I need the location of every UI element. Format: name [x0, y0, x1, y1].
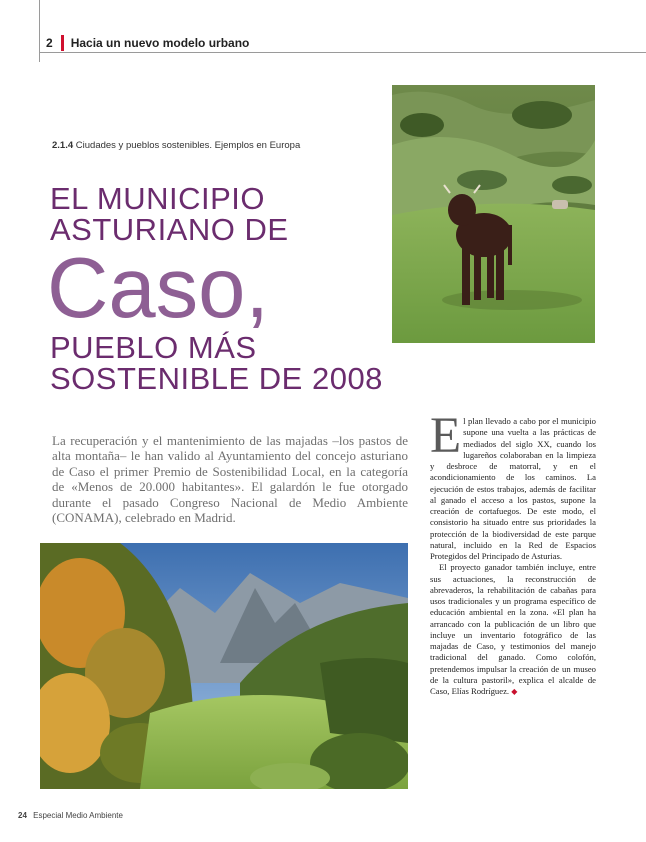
red-diamond-icon: ◆: [511, 687, 518, 696]
chapter-title: Hacia un nuevo modelo urbano: [70, 36, 250, 50]
drop-cap: E: [430, 408, 462, 464]
lead-paragraph: La recuperación y el mantenimiento de las majadas –los pastos de alta montaña– le han valido al Ayuntamiento del concejo asturiano de Caso el primer Premio de Sostenibilidad Local, en la categoría de «Menos de 20.000 habitantes». El galardón le fue otorgado durante el pasado Congreso Nacional de Medio Ambiente (CONAMA), celebrado en Madrid.: [52, 433, 408, 526]
headline-line-1: EL MUNICIPIO: [50, 181, 265, 216]
mountain-valley-photo: [40, 543, 408, 789]
header-rule: [39, 52, 646, 53]
section-title: Ciudades y pueblos sostenibles. Ejemplos en Europa: [75, 140, 301, 151]
headline-line-3: PUEBLO MÁS: [50, 330, 257, 366]
red-vertical-bar-icon: [61, 35, 64, 51]
headline-caso: Caso,: [47, 241, 270, 336]
headline-line-4: SOSTENIBLE DE 2008: [50, 361, 383, 397]
body-paragraph-1: [430, 408, 596, 562]
page-footer: [18, 811, 123, 820]
body-paragraph-2: [430, 562, 596, 697]
chapter-number: 2: [46, 36, 53, 50]
headline: [47, 181, 383, 397]
cow-pasture-photo: [392, 85, 595, 343]
article-body: [430, 408, 596, 697]
section-code: 2.1.4: [52, 140, 74, 151]
running-header: [46, 34, 249, 52]
section-label: [52, 140, 300, 151]
body-paragraph-1-text: l plan llevado a cabo por el municipio supone una vuelta a las prácticas de mediados del siglo XX, cuando los lugareños colaboraban en la limpieza y desbroce de matorral, y en el acondicionamiento de los caminos. La ejecución de estos trabajos, además de facilitar al ganado el acceso a los pastos, supone la creación de cortafuegos. De este modo, el consistorio ha situado entre sus prioridades la protección de la biodiversidad de este parque natural, incluido en la Red de Espacios Protegidos del Principado de Asturias.: [430, 416, 596, 561]
publication-name: Especial Medio Ambiente: [33, 811, 123, 820]
headline-line-2: ASTURIANO DE: [50, 212, 289, 247]
page-number: 24: [18, 811, 27, 820]
body-paragraph-2-text: El proyecto ganador también incluye, entre sus actuaciones, la reconstrucción de abrevaderos, la rehabilitación de cabañas para usos tradicionales y un programa específico de educación ambiental en la zona. «El plan ha arrancado con la publicación de un libro que incluye un inventario fotográfico de las majadas de Caso, y testimonios del manejo tradicional del ganado. Como colofón, pretendemos impulsar la creación de un museo de la cultura pastoril», explica el alcalde de Caso, Elías Rodríguez.: [430, 562, 596, 696]
